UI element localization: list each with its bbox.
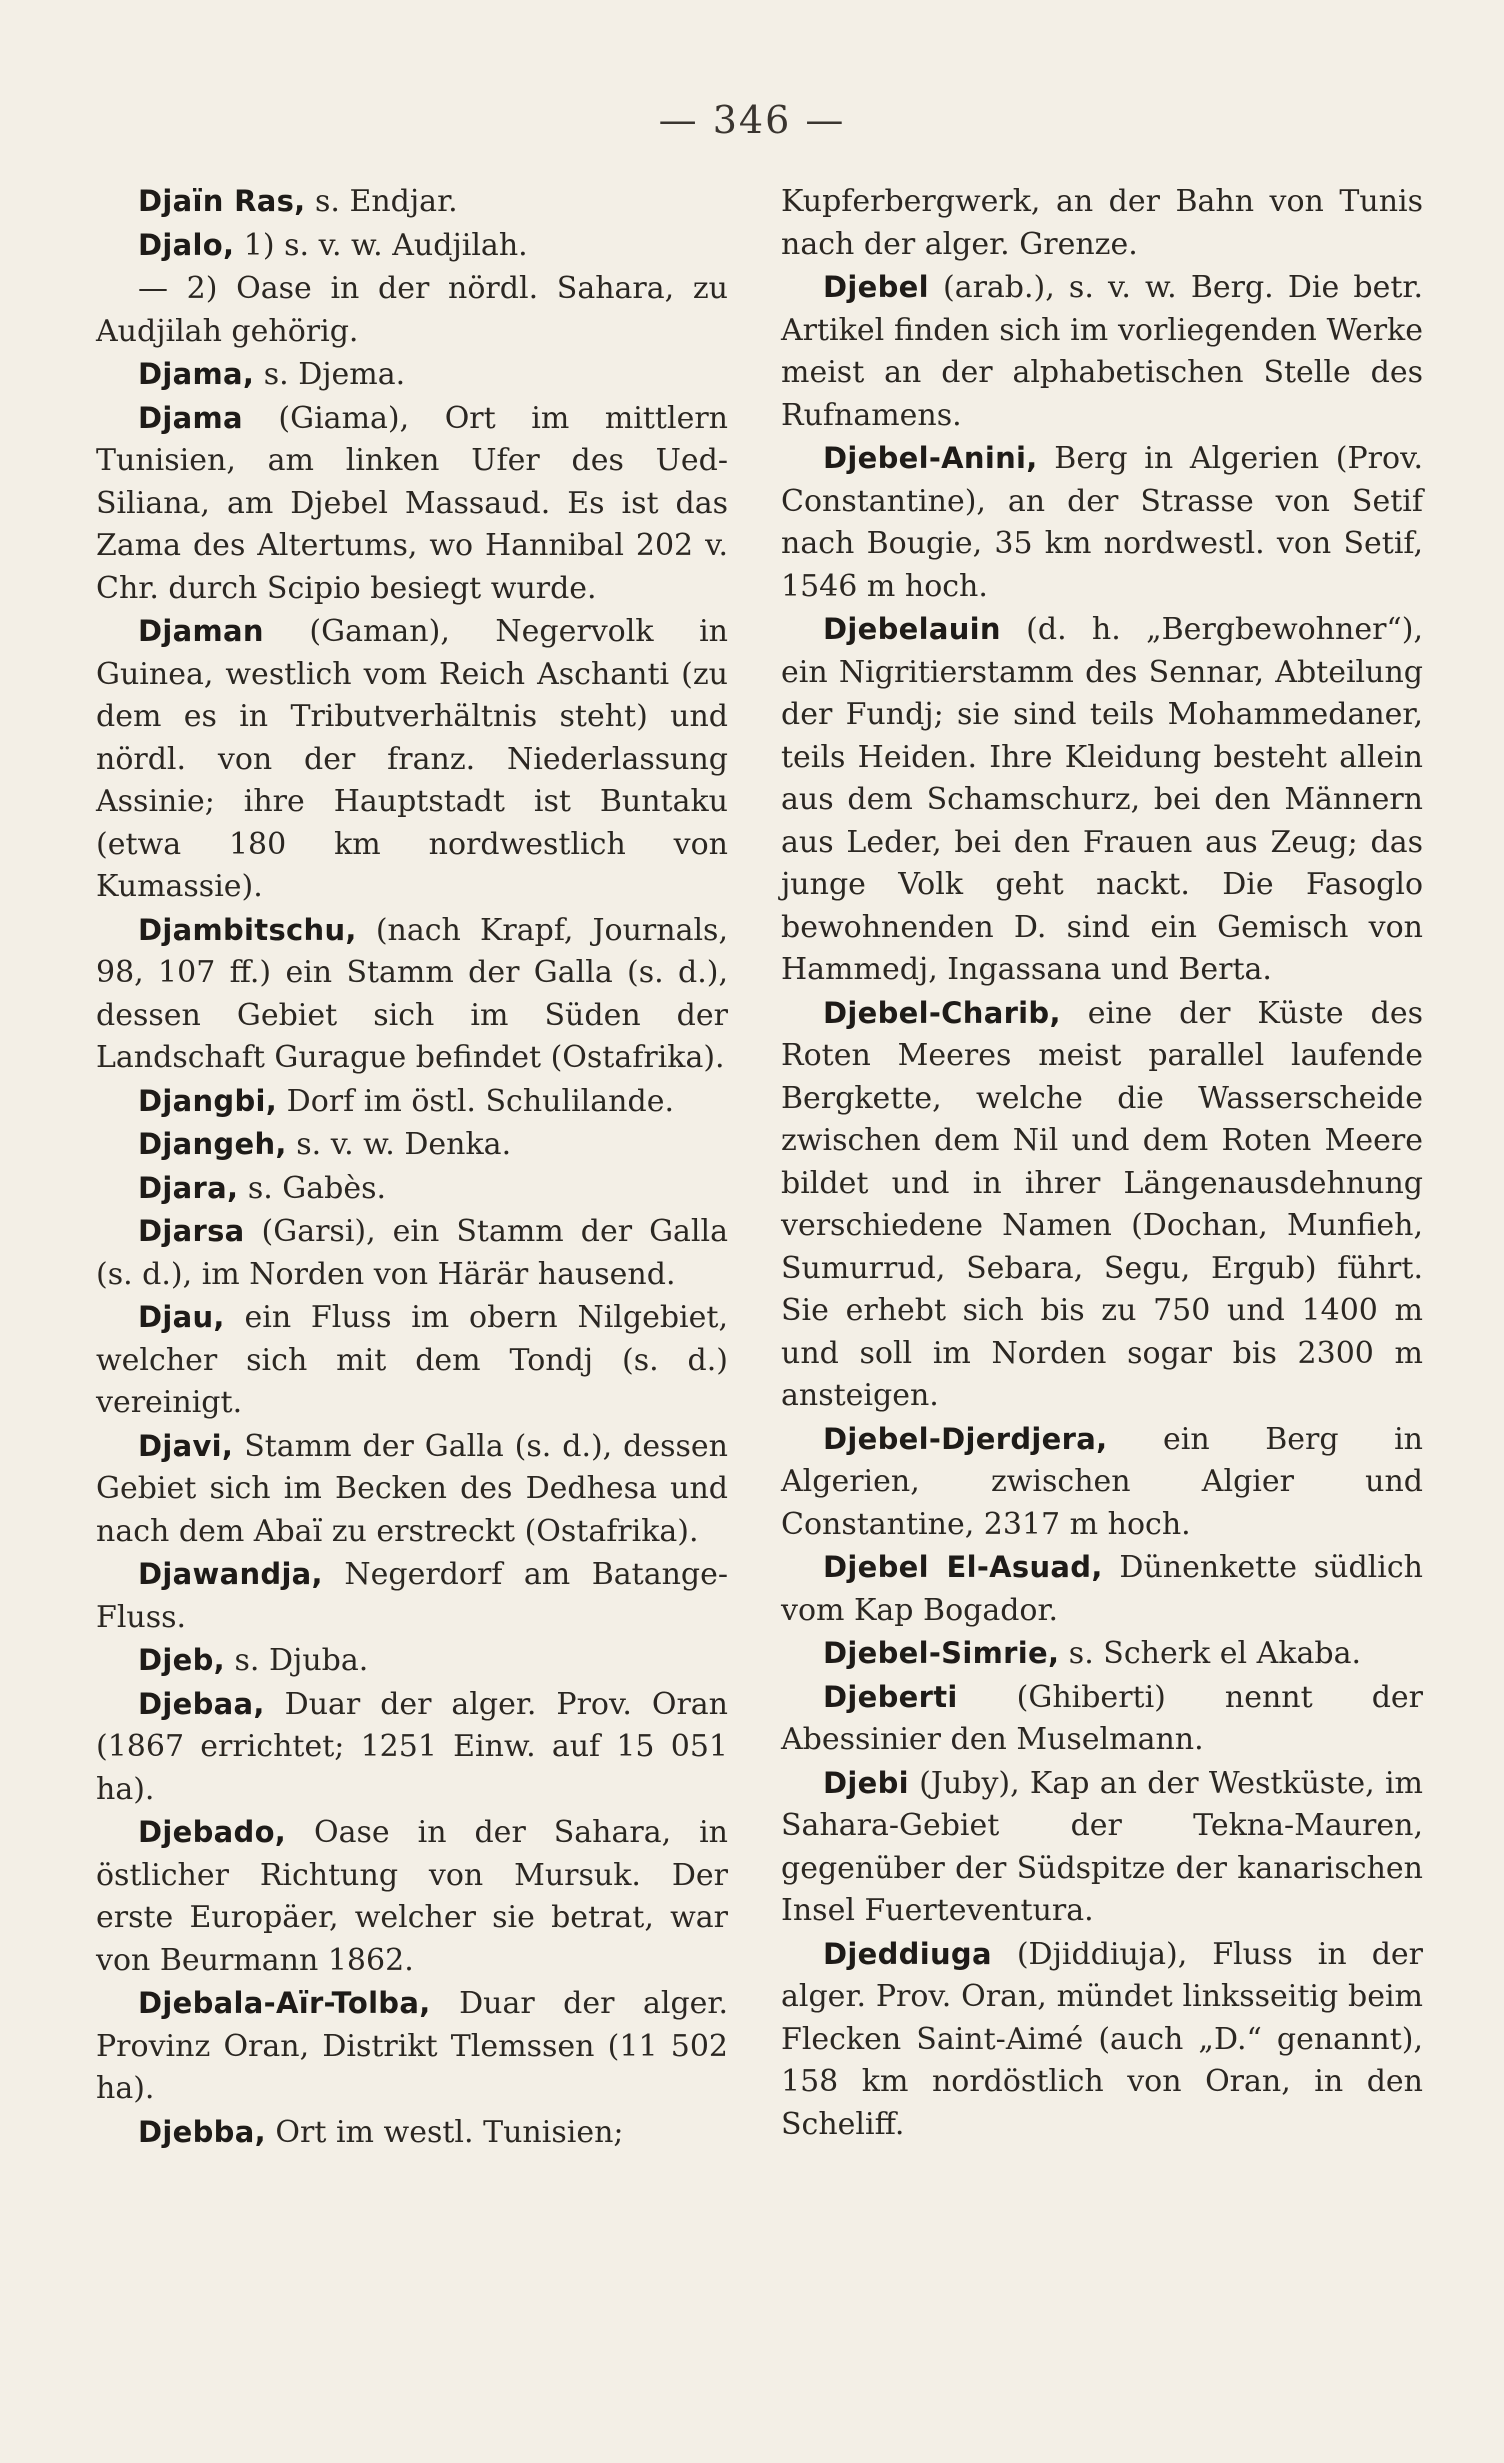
headword: Djaman: [138, 614, 264, 648]
headword: Djebi: [823, 1765, 909, 1800]
entry-text: (nach Krapf, Journals, 98, 107 ff.) ein Stamm der Galla (s. d.), dessen Gebiet sich im Süden der Landschaft Gurague befindet (Ostafrika).: [96, 912, 728, 1075]
entry-text: Berg in Algerien (Prov. Constantine), an der Strasse von Setif nach Bougie, 35 km nordwestl. von Setif, 1546 m hoch.: [781, 441, 1423, 604]
entry-text: (Giama), Ort im mittlern Tunisien, am linken Ufer des Ued-Siliana, am Djebel Massaud. Es ist das Zama des Altertums, wo Hannibal 202 v. Chr. durch Scipio besiegt wurde.: [96, 400, 728, 606]
dictionary-entry: [96, 2111, 728, 2155]
dictionary-entry: [96, 1296, 728, 1425]
entry-text: eine der Küste des Roten Meeres meist parallel laufende Bergkette, welche die Wasserscheide zwischen dem Nil und dem Roten Meere bildet und in ihrer Längenausdehnung verschiedene Namen (Dochan, Munfieh, Sumurrud, Sebara, Segu, Ergub) führt. Sie erhebt sich bis zu 750 und 1400 m und soll im Norden sogar bis 2300 m ansteigen.: [781, 995, 1423, 1413]
dictionary-entry: [96, 1683, 728, 1812]
headword: Djeb,: [138, 1643, 225, 1677]
dictionary-entry: [96, 1210, 728, 1296]
dictionary-entry: [781, 1762, 1423, 1933]
dictionary-entry: [781, 1632, 1423, 1676]
dictionary-entry: [781, 1933, 1423, 2147]
entry-text: Duar der alger. Prov. Oran (1867 errichtet; 1251 Einw. auf 15 051 ha).: [96, 1686, 728, 1807]
headword: Djebel-Anini,: [823, 441, 1038, 475]
entry-text: ein Fluss im obern Nilgebiet, welcher sich mit dem Tondj (s. d.) vereinigt.: [96, 1300, 728, 1420]
headword: Djebaa,: [138, 1686, 265, 1721]
entry-text: (Gaman), Negervolk in Guinea, westlich vom Reich Aschanti (zu dem es in Tributverhältnis steht) und nördl. von der franz. Niederlassung Assinie; ihre Hauptstadt ist Buntaku (etwa 180 km nordwestlich von Kumassie).: [96, 614, 728, 904]
entry-text: s. v. w. Denka.: [286, 1127, 512, 1162]
left-column: [96, 180, 728, 2154]
entry-text: Kupferbergwerk, an der Bahn von Tunis nach der alger. Grenze.: [781, 184, 1423, 262]
headword: Djawandja,: [138, 1557, 323, 1591]
entry-text: s. Gabès.: [238, 1170, 387, 1206]
entry-text: Dorf im östl. Schulilande.: [277, 1083, 674, 1119]
dictionary-entry: [96, 397, 728, 611]
dictionary-entry: [781, 1676, 1423, 1762]
headword: Djangeh,: [138, 1127, 287, 1161]
dictionary-entry: [781, 1546, 1423, 1632]
dictionary-entry: [96, 610, 728, 909]
headword: Djau,: [138, 1300, 225, 1334]
dictionary-entry: [781, 1418, 1423, 1547]
entry-text: (Djiddiuja), Fluss in der alger. Prov. Oran, mündet linksseitig beim Flecken Saint-Aimé (auch „D.“ genannt), 158 km nordöstlich von Oran, in den Scheliff.: [781, 1936, 1423, 2142]
entry-text: Negerdorf am Batange-Fluss.: [96, 1557, 728, 1635]
right-column: [781, 180, 1423, 2146]
entry-text: 1) s. v. w. Audjilah.: [234, 227, 528, 263]
headword: Djavi,: [138, 1428, 234, 1463]
headword: Djambitschu,: [138, 912, 357, 947]
headword: Djebelauin: [823, 612, 1001, 646]
dictionary-entry: [96, 1167, 728, 1211]
dictionary-entry: [96, 1080, 728, 1124]
entry-text: s. Endjar.: [305, 184, 458, 219]
headword: Djebala-Aïr-Tolba,: [138, 1986, 431, 2020]
entry-text: s. Djema.: [254, 357, 406, 392]
headword: Djama: [138, 400, 243, 435]
headword: Djalo,: [138, 227, 235, 262]
headword: Djebel: [823, 270, 929, 304]
dictionary-entry: [96, 180, 728, 224]
dictionary-entry: [96, 1123, 728, 1167]
headword: Djarsa: [138, 1214, 245, 1248]
page-number: — 346 —: [658, 98, 846, 142]
dictionary-entry: [96, 353, 728, 397]
headword: Djebel-Charib,: [823, 995, 1061, 1030]
dictionary-entry: [96, 1982, 728, 2111]
entry-text: Dünenkette südlich vom Kap Bogador.: [781, 1550, 1423, 1628]
headword: Djeddiuga: [823, 1936, 992, 1971]
dictionary-entry: [96, 267, 728, 353]
headword: Djara,: [138, 1170, 239, 1205]
dictionary-entry: [781, 266, 1423, 437]
headword: Djeberti: [823, 1679, 958, 1714]
dictionary-entry: [96, 1425, 728, 1554]
entry-text: (Garsi), ein Stamm der Galla (s. d.), im Norden von Härär hausend.: [96, 1214, 728, 1292]
entry-text: Oase in der Sahara, in östlicher Richtung von Mursuk. Der erste Europäer, welcher sie betrat, war von Beurmann 1862.: [96, 1815, 728, 1978]
entry-text: (Ghiberti) nennt der Abessinier den Muselmann.: [781, 1679, 1423, 1757]
dictionary-entry-continuation: [781, 180, 1423, 266]
headword: Djaïn Ras,: [138, 184, 306, 218]
headword: Djebado,: [138, 1815, 287, 1849]
headword: Djebba,: [138, 2114, 266, 2149]
dictionary-entry: [96, 1811, 728, 1982]
entry-text: ein Berg in Algerien, zwischen Algier und Constantine, 2317 m hoch.: [781, 1421, 1423, 1542]
headword: Djebel-Simrie,: [823, 1636, 1060, 1670]
headword: Djama,: [138, 357, 255, 391]
entry-text: Duar der alger. Provinz Oran, Distrikt Tlemssen (11 502 ha).: [96, 1986, 728, 2106]
dictionary-entry: [96, 1639, 728, 1683]
entry-text: — 2) Oase in der nördl. Sahara, zu Audjilah gehörig.: [96, 271, 728, 349]
dictionary-entry: [781, 437, 1423, 608]
entry-text: (Juby), Kap an der Westküste, im Sahara-Gebiet der Tekna-Mauren, gegenüber der Südspitze der kanarischen Insel Fuerteventura.: [781, 1765, 1423, 1928]
headword: Djebel-Djerdjera,: [823, 1421, 1108, 1456]
dictionary-entry: [96, 1553, 728, 1639]
dictionary-entry: [781, 608, 1423, 992]
headword: Djebel El-Asuad,: [823, 1550, 1103, 1584]
entry-text: Ort im westl. Tunisien;: [265, 2114, 624, 2150]
entry-text: (d. h. „Bergbewohner“), ein Nigritierstamm des Sennar, Abteilung der Fundj; sie sind teils Mohammedaner, teils Heiden. Ihre Kleidung besteht allein aus dem Schamschurz, bei den Männern aus Leder, bei den Frauen aus Zeug; das junge Volk geht nackt. Die Fasoglo bewohnenden D. sind ein Gemisch von Hammedj, Ingassana und Berta.: [781, 612, 1423, 987]
headword: Djangbi,: [138, 1083, 278, 1118]
entry-text: Stamm der Galla (s. d.), dessen Gebiet sich im Becken des Dedhesa und nach dem Abaï zu erstreckt (Ostafrika).: [96, 1428, 728, 1549]
dictionary-entry: [781, 992, 1423, 1418]
entry-text: s. Djuba.: [224, 1643, 369, 1678]
entry-text: s. Scherk el Akaba.: [1059, 1636, 1361, 1671]
entry-text: (arab.), s. v. w. Berg. Die betr. Artikel finden sich im vorliegenden Werke meist an der alphabetischen Stelle des Rufnamens.: [781, 270, 1423, 433]
dictionary-entry: [96, 224, 728, 268]
dictionary-entry: [96, 909, 728, 1080]
